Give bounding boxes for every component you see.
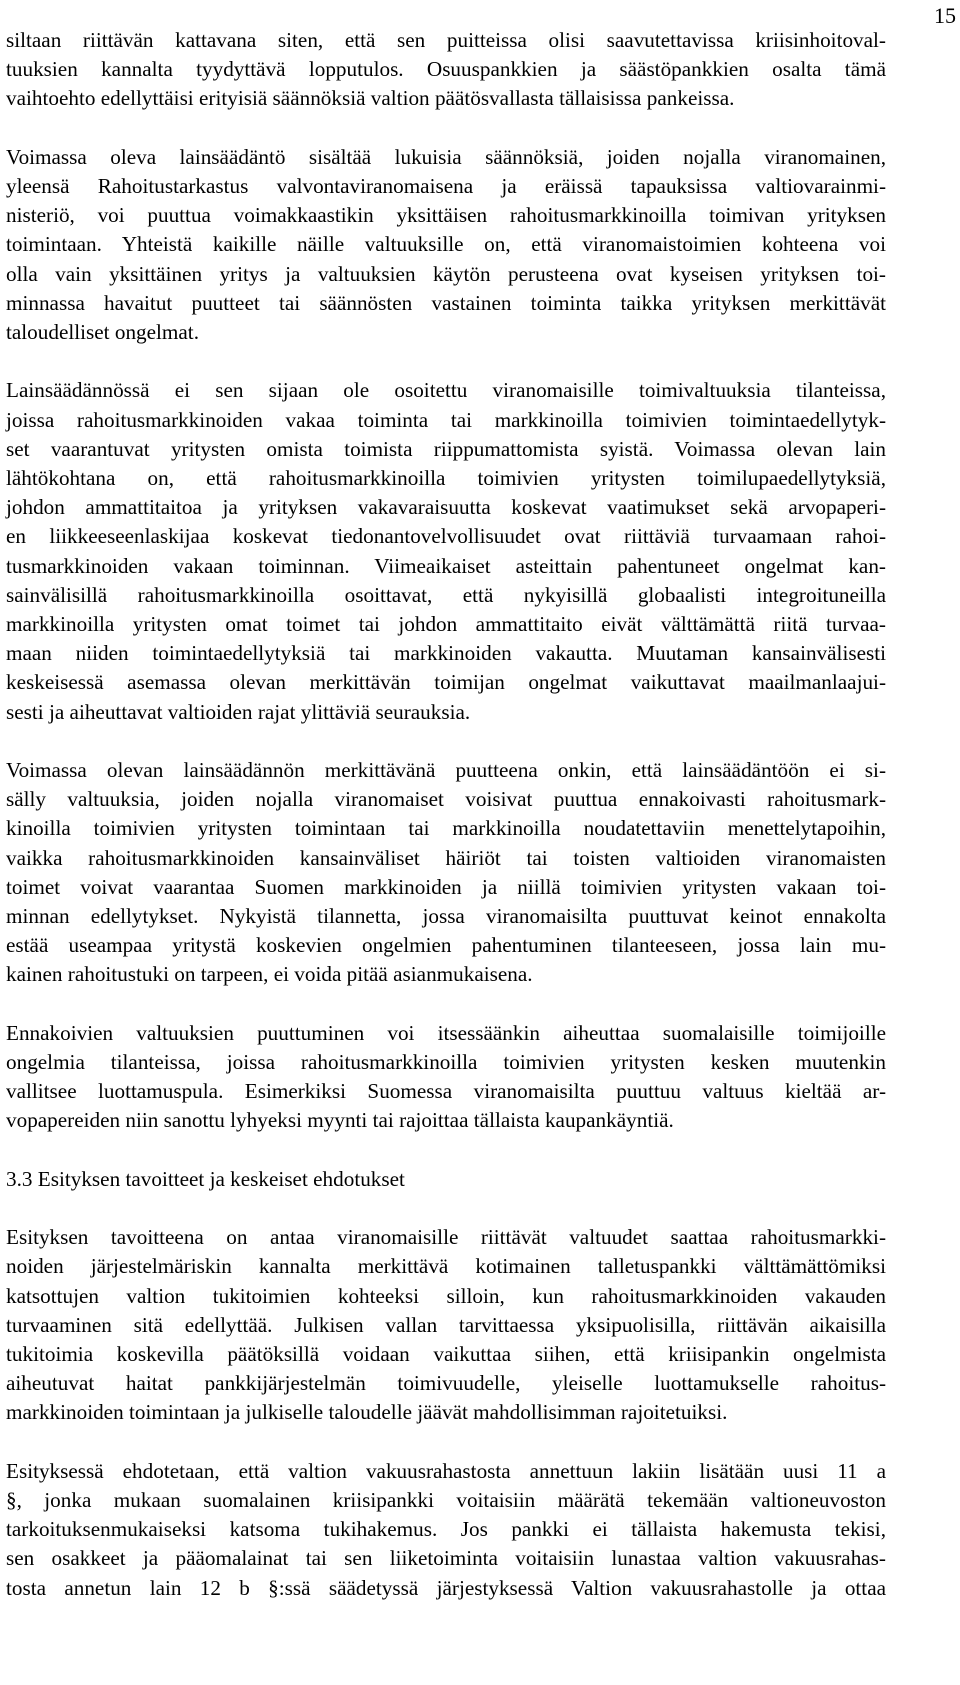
text-line: keskeisessä asemassa olevan merkittävän toimijan ongelmat vaikuttavat maailmanlaajui- [6, 670, 886, 695]
text-line: estää useampaa yritystä koskevien ongelmien pahentuminen tilanteeseen, jossa lain mu- [6, 933, 886, 958]
document-body [6, 26, 886, 1603]
text-line: sen osakkeet ja pääomalainat tai sen liiketoiminta voitaisiin lunastaa valtion vakuusrahas- [6, 1546, 886, 1571]
text-line: maan niiden toimintaedellytyksiä tai markkinoiden vakautta. Muutaman kansainvälisesti [6, 641, 886, 666]
text-line: tukitoimia koskevilla päätöksillä voidaan vaikuttaa siihen, että kriisipankin ongelmista [6, 1342, 886, 1367]
text-line: noiden järjestelmäriskin kannalta merkittävä kotimainen talletuspankki välttämättömiksi [6, 1254, 886, 1279]
text-line: set vaarantuvat yritysten omista toimista riippumattomista syistä. Voimassa olevan lain [6, 436, 886, 461]
text-line: §, jonka mukaan suomalainen kriisipankki voitaisiin määrätä tekemään valtioneuvoston [6, 1488, 886, 1513]
text-line: taloudelliset ongelmat. [6, 320, 199, 345]
text-line: katsottujen valtion tukitoimien kohteeksi silloin, kun rahoitusmarkkinoiden vakauden [6, 1283, 886, 1308]
text-line: Voimassa oleva lainsäädäntö sisältää lukuisia säännöksiä, joiden nojalla viranomainen, [6, 144, 886, 169]
text-line: johdon ammattitaitoa ja yrityksen vakavaraisuutta koskevat vaatimukset sekä arvopaperi- [6, 495, 886, 520]
text-line: Voimassa olevan lainsäädännön merkittävänä puutteena onkin, että lainsäädäntöön ei si- [6, 758, 886, 783]
text-line: en liikkeeseenlaskijaa koskevat tiedonantovelvollisuudet ovat riittäviä turvaamaan rahoi- [6, 524, 886, 549]
text-line: markkinoilla yritysten omat toimet tai johdon ammattitaito eivät välttämättä riitä turvaa- [6, 612, 886, 637]
text-line: Esityksessä ehdotetaan, että valtion vakuusrahastosta annettuun lakiin lisätään uusi 11 a [6, 1458, 886, 1483]
text-line: ongelmia tilanteissa, joissa rahoitusmarkkinoilla toimivien yritysten kesken muutenkin [6, 1050, 886, 1075]
text-line: sälly valtuuksia, joiden nojalla viranomaiset voisivat puuttua ennakoivasti rahoitusmark- [6, 787, 886, 812]
text-line: vaikka rahoitusmarkkinoiden kansainväliset häiriöt tai toisten valtioiden viranomaisten [6, 845, 886, 870]
text-line: Lainsäädännössä ei sen sijaan ole osoitettu viranomaisille toimivaltuuksia tilanteissa, [6, 378, 886, 403]
text-line: tusmarkkinoiden vakaan toiminnan. Viimeaikaiset asteittain pahentuneet ongelmat kan- [6, 553, 886, 578]
text-line: Esityksen tavoitteena on antaa viranomaisille riittävät valtuudet saattaa rahoitusmarkki- [6, 1225, 886, 1250]
text-line: tuuksien kannalta tyydyttävä lopputulos. Osuuspankkien ja säästöpankkien osalta tämä [6, 57, 886, 82]
text-line: kainen rahoitustuki on tarpeen, ei voida pitää asianmukaisena. [6, 962, 533, 987]
paragraph-deficiency [6, 756, 886, 990]
text-line: lähtökohtana on, että rahoitusmarkkinoilla toimivien yritysten toimilupaedellytyksiä, [6, 466, 886, 491]
text-line: vopapereiden niin sanottu lyhyeksi myynti tai rajoittaa tällaista kaupankäyntiä. [6, 1108, 674, 1133]
text-line: siltaan riittävän kattavana siten, että sen puitteissa olisi saavutettavissa kriisinhoitoval- [6, 28, 886, 52]
text-line: joissa rahoitusmarkkinoiden vakaa toiminta tai markkinoilla toimivien toimintaedellytyk- [6, 407, 886, 432]
text-line: vaihtoehto edellyttäisi erityisiä säännöksiä valtion päätösvallasta tällaisissa pankeissa. [6, 86, 735, 111]
paragraph-current-law [6, 143, 886, 347]
text-line: markkinoiden toimintaan ja julkiselle taloudelle jäävät mahdollisimman rajoitetuiksi. [6, 1400, 728, 1425]
text-line: kinoilla toimivien yritysten toimintaan tai markkinoilla noudatettaviin menettelytapoihin, [6, 816, 886, 841]
text-line: tarkoituksenmukaiseksi katsoma tukihakemus. Jos pankki ei tällaista hakemusta tekisi, [6, 1517, 886, 1542]
text-line: turvaaminen sitä edellyttää. Julkisen vallan tarvittaessa yksipuolisilla, riittävän aikaisilla [6, 1312, 886, 1337]
paragraph-objectives [6, 1223, 886, 1427]
page-number: 15 [934, 3, 956, 28]
text-line: tosta annetun lain 12 b §:ssä säädetyssä järjestyksessä Valtion vakuusrahastolle ja ottaa [6, 1575, 886, 1600]
text-line: vallitsee luottamuspula. Esimerkiksi Suomessa viranomaisilta puuttuu valtuus kieltää ar- [6, 1079, 886, 1104]
paragraph-legislation-gap [6, 376, 886, 726]
section-heading: 3.3 Esityksen tavoitteet ja keskeiset ehdotukset [6, 1166, 405, 1191]
text-line: Ennakoivien valtuuksien puuttuminen voi itsessäänkin aiheuttaa suomalaisille toimijoille [6, 1020, 886, 1045]
text-line: toimet voivat vaarantaa Suomen markkinoiden ja niillä toimivien yritysten vakaan toi- [6, 874, 886, 899]
paragraph-preemptive-powers [6, 1019, 886, 1136]
paragraph-continuation [6, 26, 886, 114]
text-line: minnan edellytykset. Nykyistä tilannetta, jossa viranomaisilta puuttuvat keinot ennakolta [6, 904, 886, 929]
text-line: yleensä Rahoitustarkastus valvontaviranomaisena ja eräissä tapauksissa valtiovarainmi- [6, 174, 886, 198]
text-line: sesti ja aiheuttavat valtioiden rajat ylittäviä seurauksia. [6, 699, 471, 724]
text-line: olla vain yksittäinen yritys ja valtuuksien käytön perusteena ovat kyseisen yrityksen toi- [6, 261, 886, 286]
text-line: sainvälisillä rahoitusmarkkinoilla osoittavat, että nykyisillä globaalisti integroituneilla [6, 582, 886, 607]
text-line: toimintaan. Yhteistä kaikille näille valtuuksille on, että viranomaistoimien kohteena voi [6, 232, 886, 257]
text-line: aiheutuvat haitat pankkijärjestelmän toimivuudelle, yleiselle luottamukselle rahoitus- [6, 1371, 886, 1396]
text-line: nisteriö, voi puuttua voimakkaastikin yksittäisen rahoitusmarkkinoilla toimivan yrityksen [6, 203, 886, 228]
paragraph-proposal [6, 1457, 886, 1603]
text-line: minnassa havaitut puutteet tai säännösten vastainen toiminta taikka yrityksen merkittävät [6, 290, 886, 315]
